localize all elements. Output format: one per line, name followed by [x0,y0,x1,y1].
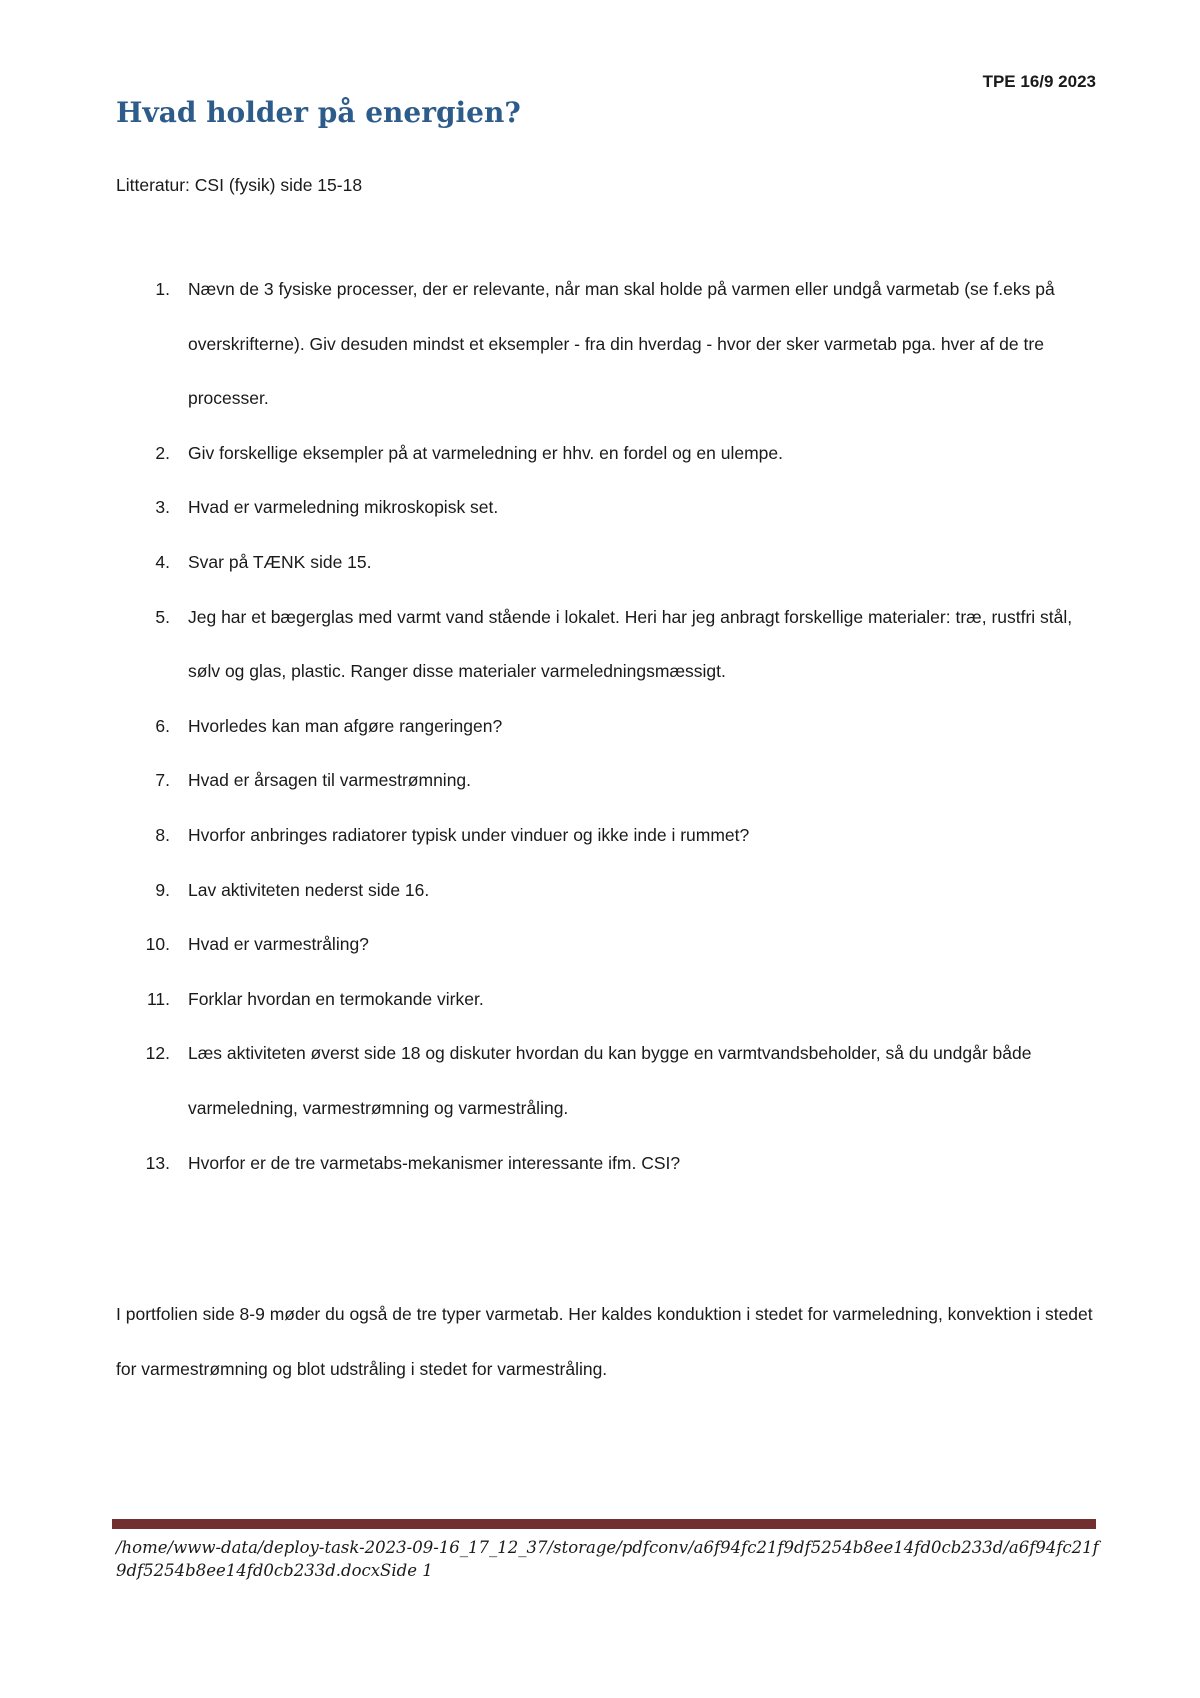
question-number: 10. [145,934,170,955]
question-number: 12. [145,1043,170,1064]
question-item [116,590,1096,699]
question-item [116,535,1096,590]
closing-paragraph: I portfolien side 8-9 møder du også de tre typer varmetab. Her kaldes konduktion i stedet for varmeledning, konvektion i stedet for varmestrømning og blot udstråling i stedet for varmestråling. [116,1304,1093,1379]
question-item [116,1136,1096,1191]
question-item [116,917,1096,972]
question-text: Læs aktiviteten øverst side 18 og diskuter hvordan du kan bygge en varmtvandsbeholder, så du undgår både varmeledning, varmestrømning og varmestråling. [188,1043,1032,1118]
question-number: 1. [155,279,170,299]
question-number: 4. [155,551,170,572]
question-number: 13. [145,1152,170,1173]
question-text: Jeg har et bægerglas med varmt vand stående i lokalet. Heri har jeg anbragt forskellige materialer: træ, rustfri stål, sølv og glas, plastic. Ranger disse materialer varmeledningsmæssigt. [188,606,1073,682]
question-item [116,262,1096,426]
page-title: Hvad holder på energien? [116,96,521,129]
question-number: 8. [155,824,170,845]
question-number: 2. [155,442,170,463]
document-date: TPE 16/9 2023 [982,72,1096,91]
question-number: 3. [155,497,170,518]
footer-rule [112,1519,1096,1529]
question-item [116,426,1096,481]
question-item [116,480,1096,535]
footer-path: /home/www-data/deploy-task-2023-09-16_17_12_37/storage/pdfconv/a6f94fc21f9df5254b8ee14fd0cb233d/a6f94fc21f9df5254b8ee14fd0cb233d.docxSide 1 [116,1538,1099,1580]
question-item [116,1026,1096,1135]
question-item [116,699,1096,754]
literature-reference: Litteratur: CSI (fysik) side 15-18 [116,175,363,195]
question-text: Hvad er årsagen til varmestrømning. [188,770,472,791]
question-number: 11. [146,988,170,1009]
question-text: Nævn de 3 fysiske processer, der er relevante, når man skal holde på varmen eller undgå varmetab (se f.eks på overskrifterne). Giv desuden mindst et eksempler - fra din hverdag - hvor der sker varmetab pga. hver af de tre processer. [188,279,1055,409]
question-list [116,262,1096,1190]
question-text: Hvad er varmestråling? [188,934,369,955]
question-text: Lav aktiviteten nederst side 16. [188,879,430,900]
question-text: Hvorledes kan man afgøre rangeringen? [188,715,503,736]
question-item [116,753,1096,808]
question-text: Hvad er varmeledning mikroskopisk set. [188,497,499,518]
question-number: 9. [155,879,170,900]
question-text: Svar på TÆNK side 15. [188,551,372,572]
question-number: 7. [155,770,170,791]
question-item [116,808,1096,863]
question-text: Hvorfor er de tre varmetabs-mekanismer interessante ifm. CSI? [188,1152,681,1173]
question-number: 5. [155,606,170,627]
question-text: Hvorfor anbringes radiatorer typisk under vinduer og ikke inde i rummet? [188,824,750,845]
question-text: Giv forskellige eksempler på at varmeledning er hhv. en fordel og en ulempe. [188,442,783,463]
question-text: Forklar hvordan en termokande virker. [188,988,484,1009]
question-number: 6. [155,715,170,736]
question-item [116,863,1096,918]
question-item [116,972,1096,1027]
